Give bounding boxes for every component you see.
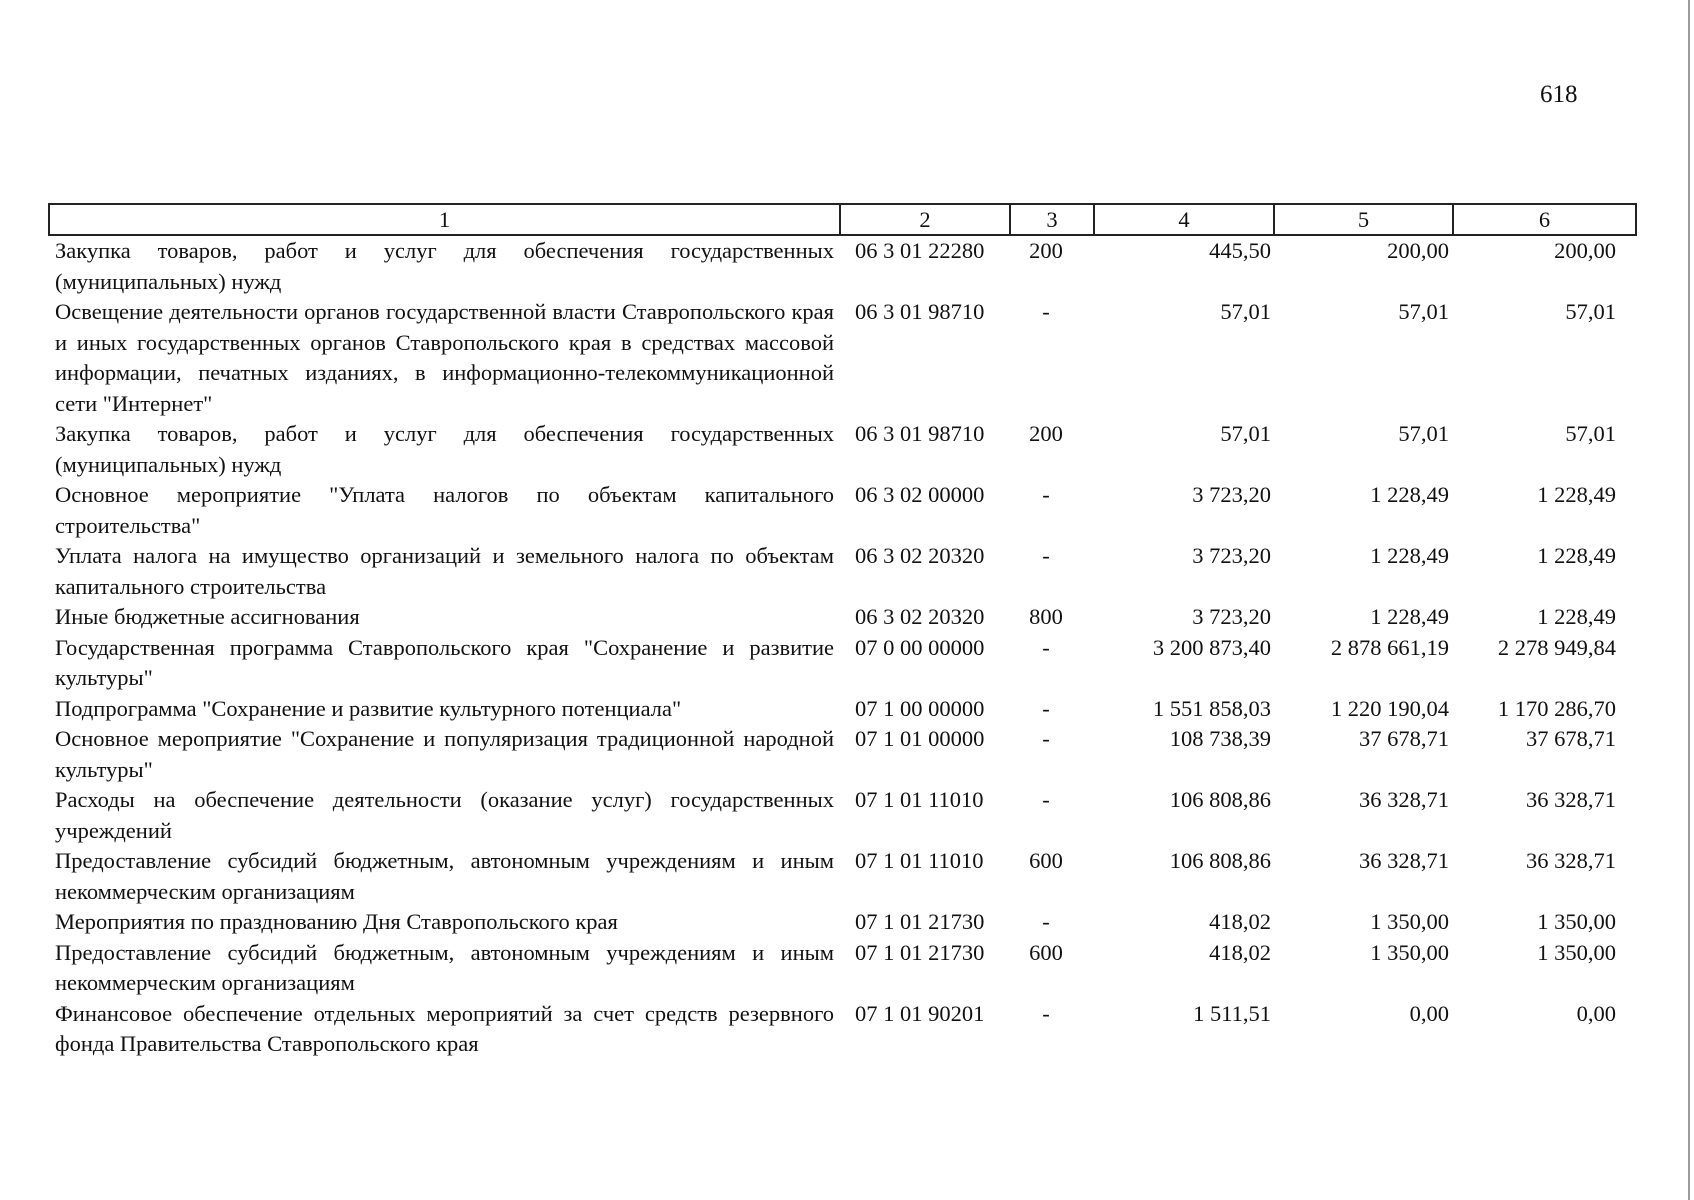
row-value-5: 57,01 <box>1398 421 1449 446</box>
row-value-6: 57,01 <box>1565 421 1616 446</box>
row-code: 06 3 01 22280 <box>855 238 985 263</box>
row-description: Государственная программа Ставропольского края "Сохранение и развитие культуры" <box>55 634 834 690</box>
table-row <box>49 297 1636 419</box>
row-code: 07 1 01 11010 <box>855 848 984 873</box>
row-description: Финансовое обеспечение отдельных мероприятий за счет средств резервного фонда Правительства Ставропольского края <box>55 1000 834 1056</box>
row-description: Закупка товаров, работ и услуг для обеспечения государственных (муниципальных) нужд <box>55 421 834 477</box>
row-value-5: 200,00 <box>1387 238 1449 263</box>
column-header-1: 1 <box>49 204 840 235</box>
row-value-6: 1 350,00 <box>1537 939 1616 965</box>
row-value-6: 0,00 <box>1576 1000 1616 1026</box>
row-description: Уплата налога на имущество организаций и земельного налога по объектам капитального строительства <box>55 543 834 599</box>
table-row <box>49 633 1636 694</box>
row-value-4: 106 808,86 <box>1169 787 1271 812</box>
row-value-4: 445,50 <box>1209 238 1271 263</box>
row-value-4: 3 200 873,40 <box>1152 634 1271 660</box>
row-value-4: 3 723,20 <box>1192 543 1271 568</box>
row-value-4: 1 511,51 <box>1193 1000 1271 1026</box>
table-row <box>49 694 1636 725</box>
row-kind: 600 <box>1029 939 1063 965</box>
row-description: Расходы на обеспечение деятельности (оказание услуг) государственных учреждений <box>55 787 834 843</box>
column-header-5: 5 <box>1274 204 1453 235</box>
column-header-4: 4 <box>1094 204 1274 235</box>
row-value-6: 37 678,71 <box>1526 726 1616 751</box>
column-header-2: 2 <box>840 204 1010 235</box>
row-value-4: 108 738,39 <box>1169 726 1271 751</box>
row-code: 07 1 00 00000 <box>855 695 985 721</box>
row-value-5: 36 328,71 <box>1359 787 1449 812</box>
column-header-3: 3 <box>1010 204 1094 235</box>
row-value-6: 57,01 <box>1565 299 1616 324</box>
column-header-6: 6 <box>1453 204 1636 235</box>
table-row <box>49 907 1636 938</box>
table-row <box>49 846 1636 907</box>
row-description: Подпрограмма "Сохранение и развитие культурного потенциала" <box>55 695 682 721</box>
row-value-4: 106 808,86 <box>1169 848 1271 873</box>
row-value-5: 36 328,71 <box>1359 848 1449 873</box>
row-value-6: 36 328,71 <box>1526 787 1616 812</box>
row-value-5: 1 228,49 <box>1370 543 1449 568</box>
row-kind: - <box>1042 543 1050 568</box>
row-kind: - <box>1042 787 1050 812</box>
row-code: 06 3 01 98710 <box>855 421 985 446</box>
table-row <box>49 541 1636 602</box>
row-value-6: 1 228,49 <box>1537 543 1616 568</box>
row-value-4: 57,01 <box>1220 421 1271 446</box>
table-row <box>49 480 1636 541</box>
page-number: 618 <box>1540 81 1578 108</box>
row-value-4: 1 551 858,03 <box>1152 695 1271 721</box>
row-kind: - <box>1042 909 1050 934</box>
row-kind: 800 <box>1029 604 1063 629</box>
row-code: 07 1 01 21730 <box>855 939 985 965</box>
row-value-6: 1 228,49 <box>1537 482 1616 507</box>
row-value-6: 1 350,00 <box>1537 909 1616 934</box>
row-kind: - <box>1042 299 1050 324</box>
row-code: 07 1 01 90201 <box>855 1000 985 1026</box>
row-value-5: 2 878 661,19 <box>1330 634 1449 660</box>
scan-edge-line <box>1688 0 1690 1200</box>
table-row <box>49 602 1636 633</box>
row-kind: - <box>1042 1000 1050 1026</box>
row-value-6: 200,00 <box>1554 238 1616 263</box>
row-description: Основное мероприятие "Уплата налогов по объектам капитального строительства" <box>55 482 834 538</box>
row-value-4: 57,01 <box>1220 299 1271 324</box>
row-kind: 200 <box>1029 238 1063 263</box>
row-code: 06 3 02 20320 <box>855 604 985 629</box>
table-row <box>49 785 1636 846</box>
row-kind: - <box>1042 482 1050 507</box>
row-value-5: 57,01 <box>1398 299 1449 324</box>
row-code: 06 3 01 98710 <box>855 299 985 324</box>
table-row <box>49 999 1636 1060</box>
header-row <box>49 204 1636 235</box>
row-code: 07 0 00 00000 <box>855 634 985 660</box>
row-value-5: 37 678,71 <box>1359 726 1449 751</box>
row-value-6: 1 228,49 <box>1537 604 1616 629</box>
row-value-5: 1 220 190,04 <box>1330 695 1449 721</box>
row-value-4: 418,02 <box>1209 909 1271 934</box>
row-code: 06 3 02 20320 <box>855 543 985 568</box>
row-value-6: 2 278 949,84 <box>1497 634 1616 660</box>
row-value-5: 1 350,00 <box>1370 939 1449 965</box>
row-description: Мероприятия по празднованию Дня Ставропольского края <box>55 909 618 934</box>
row-value-4: 418,02 <box>1209 939 1271 965</box>
row-value-4: 3 723,20 <box>1192 604 1271 629</box>
row-description: Закупка товаров, работ и услуг для обеспечения государственных (муниципальных) нужд <box>55 238 834 294</box>
row-value-5: 1 350,00 <box>1370 909 1449 934</box>
row-value-4: 3 723,20 <box>1192 482 1271 507</box>
row-kind: - <box>1042 726 1050 751</box>
row-kind: 200 <box>1029 421 1063 446</box>
table-row <box>49 419 1636 480</box>
row-description: Освещение деятельности органов государственной власти Ставропольского края и иных государственных органов Ставропольского края в средствах массовой информации, печатных изданиях, в информационно-телекоммуникационной сети "Интернет" <box>55 299 834 416</box>
row-code: 07 1 01 00000 <box>855 726 985 751</box>
row-value-5: 1 228,49 <box>1370 604 1449 629</box>
budget-table <box>48 203 1637 1060</box>
table-header <box>49 204 1636 235</box>
row-kind: - <box>1042 695 1050 721</box>
row-value-5: 0,00 <box>1409 1000 1449 1026</box>
table-row <box>49 938 1636 999</box>
row-kind: 600 <box>1029 848 1063 873</box>
row-kind: - <box>1042 634 1050 660</box>
row-value-6: 1 170 286,70 <box>1497 695 1616 721</box>
row-value-6: 36 328,71 <box>1526 848 1616 873</box>
row-description: Основное мероприятие "Сохранение и популяризация традиционной народной культуры" <box>55 726 834 782</box>
row-description: Предоставление субсидий бюджетным, автономным учреждениям и иным некоммерческим организациям <box>55 939 834 995</box>
row-value-5: 1 228,49 <box>1370 482 1449 507</box>
table-row <box>49 235 1636 297</box>
row-code: 07 1 01 21730 <box>855 909 985 934</box>
table-row <box>49 724 1636 785</box>
row-description: Иные бюджетные ассигнования <box>55 604 360 629</box>
row-code: 07 1 01 11010 <box>855 787 984 812</box>
table-body <box>49 235 1636 1060</box>
row-code: 06 3 02 00000 <box>855 482 985 507</box>
row-description: Предоставление субсидий бюджетным, автономным учреждениям и иным некоммерческим организациям <box>55 848 834 904</box>
